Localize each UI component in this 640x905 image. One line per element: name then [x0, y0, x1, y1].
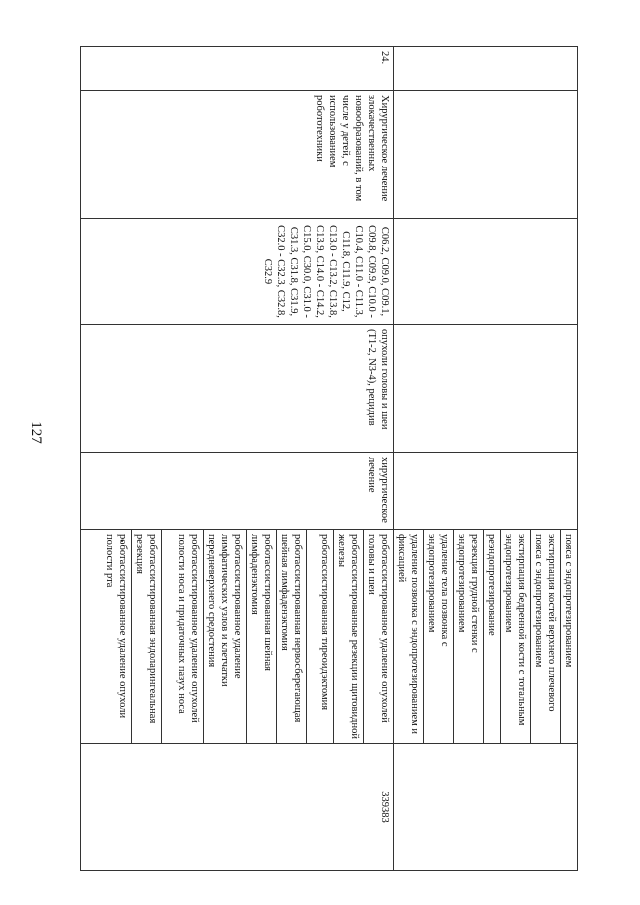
- table-row: [561, 47, 578, 871]
- method-cell: роботассистированная эндоларингеальная резекция: [132, 530, 162, 744]
- diagnosis-codes: C06.2, C09.0, C09.1, C09.8, C09.9, C10.0 - C10.4, C11.0 - C11.3, C11.8, C11.9, C12, C13.0 - C13.2, C13.8, C13.9, C14.0 - C14.2, C15.0, C30.0, C31.0 - C31.3, C31.8, C31.9, C32.0 - C32.3, C32.8, C32.9: [81, 219, 394, 325]
- method-cell: резекция грудной стенки с эндопротезированием: [454, 530, 484, 744]
- rotated-table-frame: [80, 46, 578, 870]
- method-cell: роботассистированная тиреоидэктомия: [307, 530, 334, 744]
- document-code: 339383: [81, 744, 394, 871]
- method-cell: экстирпация бедренной кости с тотальным эндопротезированием: [501, 530, 531, 744]
- page-number: 127: [27, 421, 44, 444]
- table-row: [364, 47, 394, 871]
- method-cell: роботассистированные резекции щитовидной железы: [334, 530, 364, 744]
- method-cell: экстирпация костей верхнего плечевого пояса с эндопротезированием: [531, 530, 561, 744]
- method-cell: роботассистированная нервосберегающая шейная лимфаденэктомия: [277, 530, 307, 744]
- cont-model-cell: [394, 325, 578, 453]
- procedure-name: Хирургическое лечение злокачественных новообразований, в том числе у детей, с использованием робототехники: [81, 91, 394, 219]
- cont-treatment-cell: [394, 453, 578, 530]
- method-cell: удаление тела позвонка с эндопротезированием: [424, 530, 454, 744]
- treatment-type: хирургическое лечение: [81, 453, 394, 530]
- method-cell: роботассистированное удаление опухоли полости рта: [81, 530, 132, 744]
- cont-codes-cell: [394, 219, 578, 325]
- method-cell: роботассистированное удаление лимфатических узлов и клетчатки передневерхнего средостения: [204, 530, 247, 744]
- cont-extra-cell: [394, 744, 578, 871]
- row-number: 24.: [81, 47, 394, 91]
- method-cell: роботассистированное удаление опухолей полости носа и придаточных пазух носа: [162, 530, 204, 744]
- method-cell: удаление позвонка с эндопротезированием и фиксацией: [394, 530, 424, 744]
- method-cell: пояса с эндопротезированием: [561, 530, 578, 744]
- method-cell: роботассистированное удаление опухолей головы и шеи: [364, 530, 394, 744]
- method-cell: роботассистированная шейная лимфаденэктомия: [247, 530, 277, 744]
- method-cell: реэндопротезирование: [484, 530, 501, 744]
- cont-name-cell: [394, 91, 578, 219]
- cont-number-cell: [394, 47, 578, 91]
- procedures-table: [80, 46, 578, 871]
- patient-model: опухоли головы и шеи (T1-2, N3-4), рецидив: [81, 325, 394, 453]
